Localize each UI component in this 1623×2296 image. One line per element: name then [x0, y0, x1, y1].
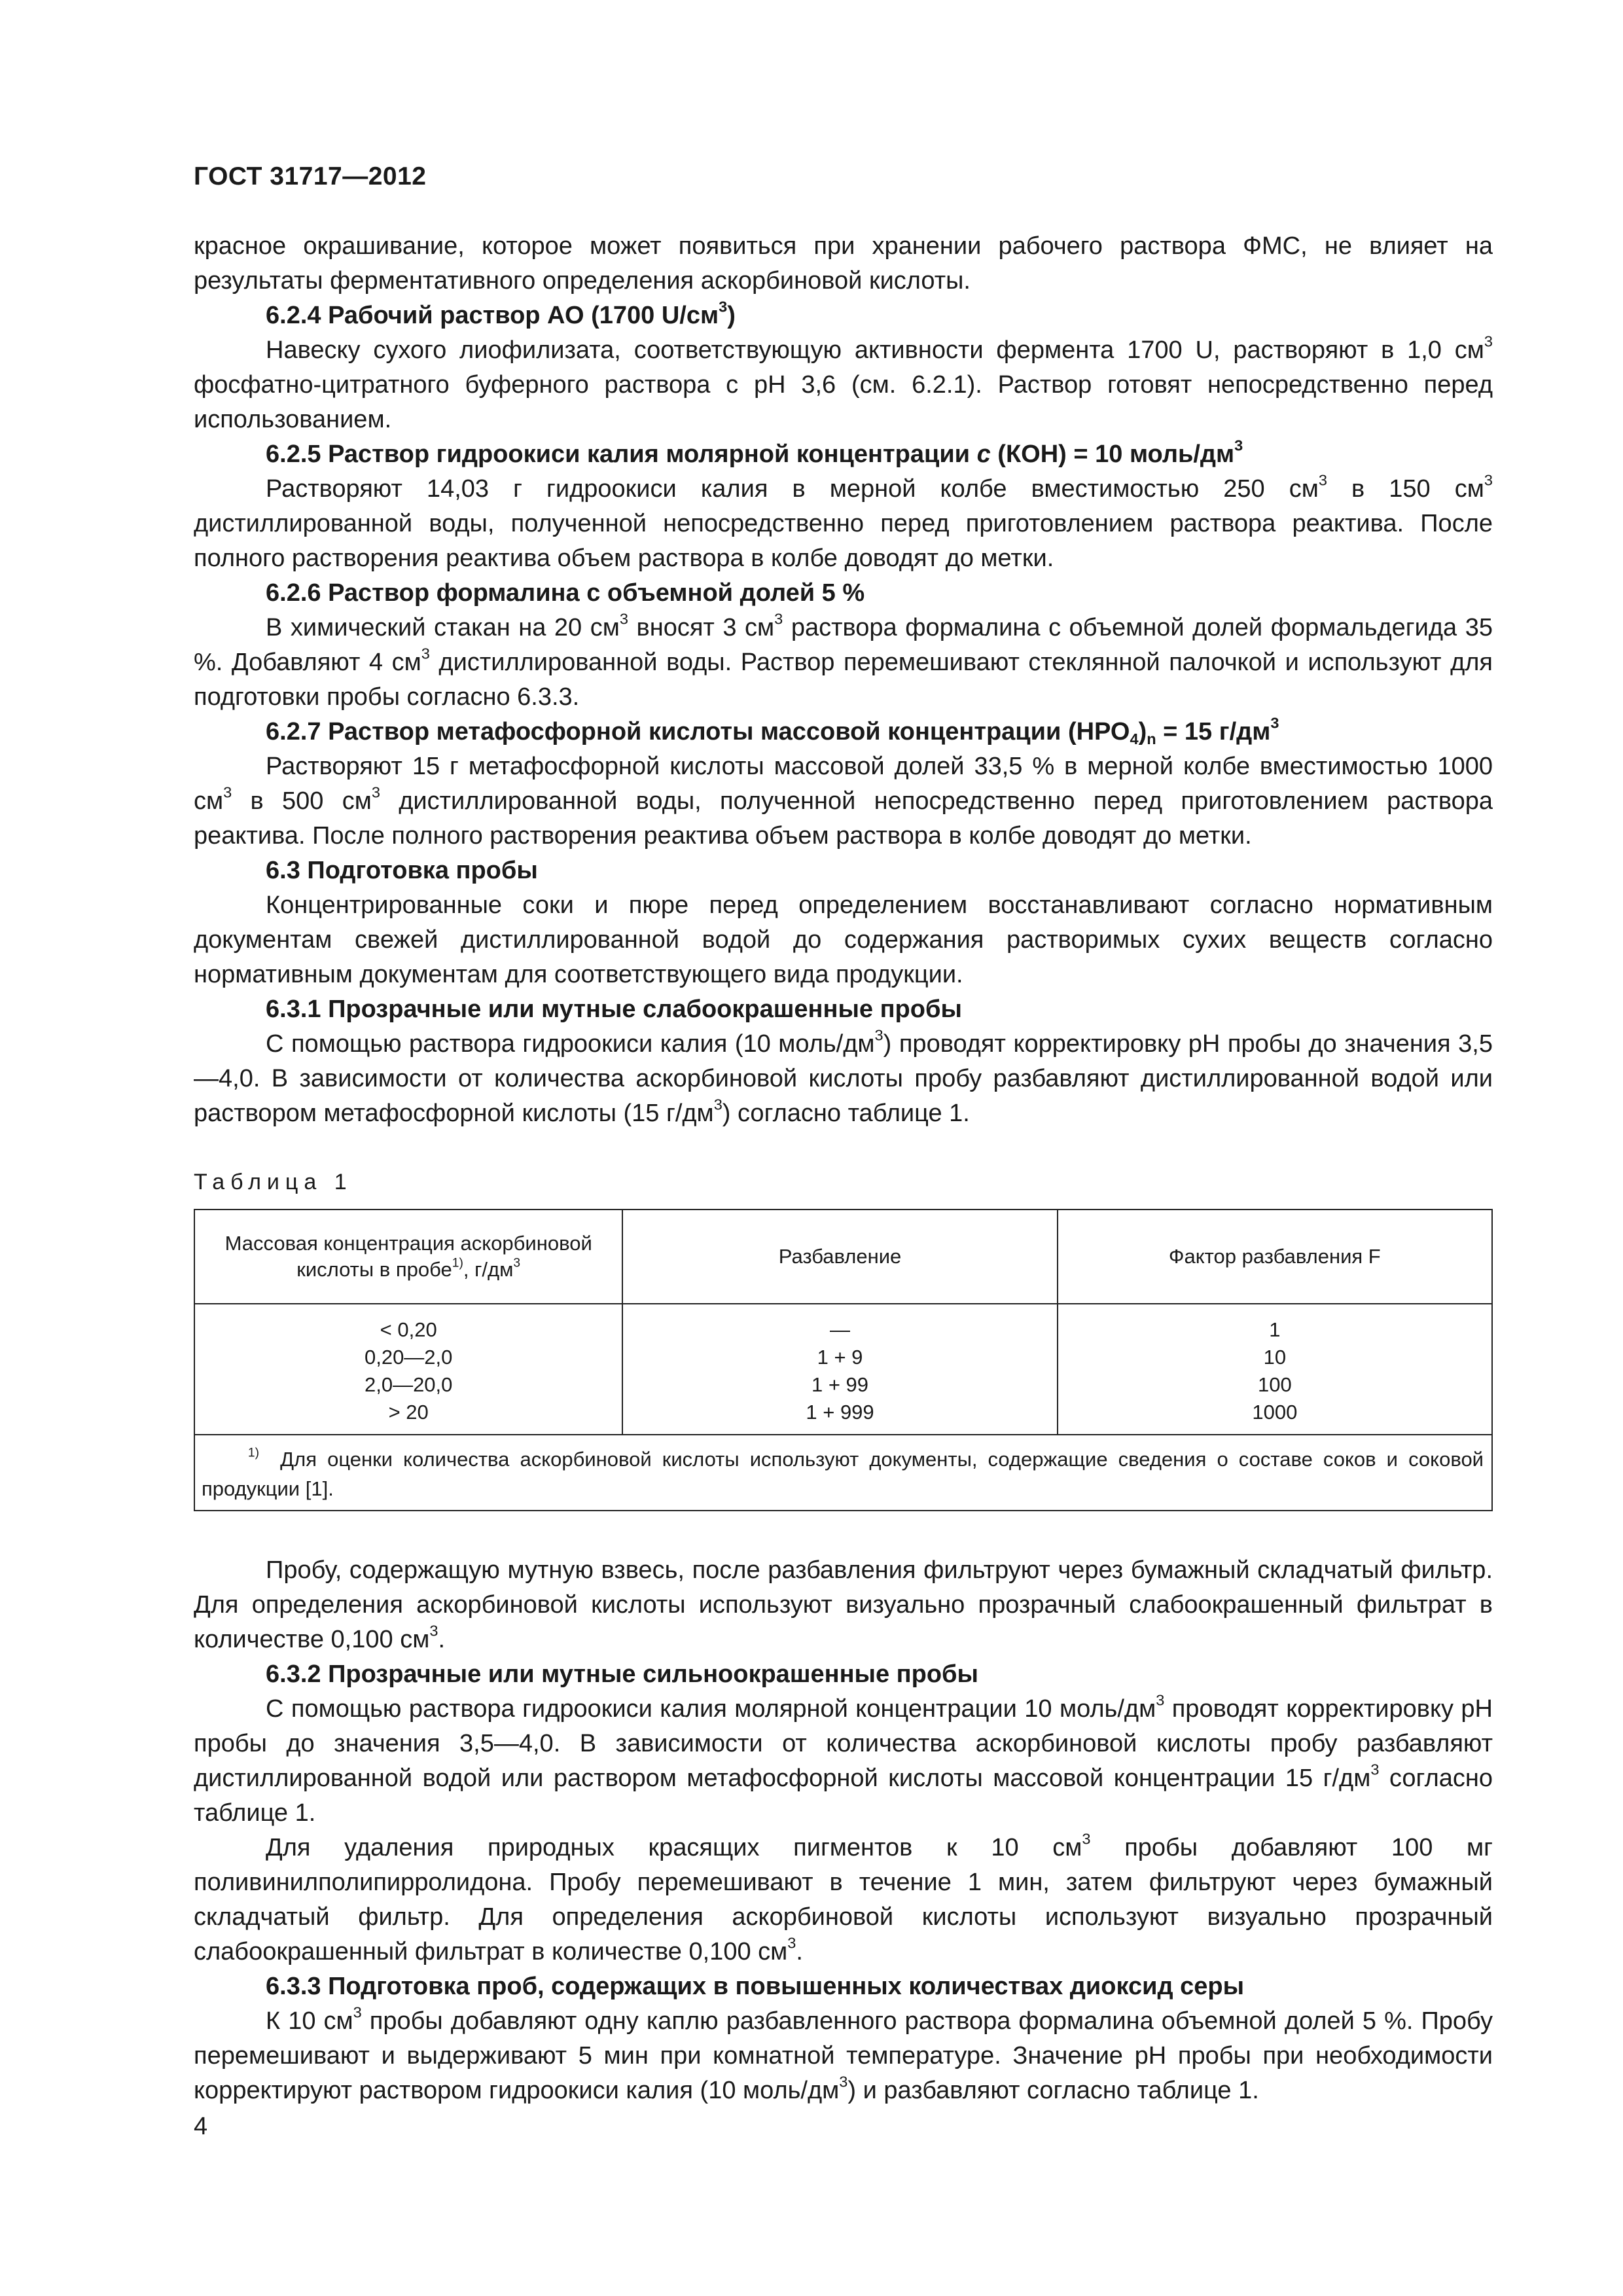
table-footnote: $^{1)}$ Для оценки количества аскорбиновой кислоты используют документы, содержащие сведения о составе соков и соковой продукции [1].: [194, 1435, 1492, 1511]
table-cell-factor: [1058, 1304, 1492, 1435]
table-value: 1000: [1252, 1401, 1298, 1424]
section-heading-6-3-1: 6.3.1 Прозрачные или мутные слабоокрашенные пробы: [266, 996, 962, 1023]
table-value: 2,0—20,0: [364, 1373, 453, 1396]
table-header-factor: Фактор разбавления F: [1058, 1210, 1492, 1304]
table-header-row: [194, 1210, 1492, 1304]
paragraph-6-3-2-b: Для удаления природных красящих пигментов к 10 $см^3$ пробы добавляют 100 мг поливинилполипирролидона. Пробу перемешивают в течение 1 мин, затем фильтруют через бумажный складчатый фильтр. Для определения аскорбиновой кислоты используют визуально прозрачный слабоокрашенный фильтрат в количестве 0,100 $см^3$.: [194, 1830, 1493, 1965]
paragraph-6-3-2-a: С помощью раствора гидроокиси калия молярной концентрации 10 моль/$дм^3$ проводят корректировку рН пробы до значения 3,5—4,0. В зависимости от количества аскорбиновой кислоты пробу разбавляют дистиллированной водой или раствором метафосфорной кислоты массовой концентрации 15 $г/дм^3$ согласно таблице 1.: [194, 1691, 1493, 1827]
table-value: 0,20—2,0: [364, 1346, 453, 1369]
paragraph-6-2-6: В химический стакан на 20 $см^3$ вносят 3 $см^3$ раствора формалина с объемной долей формальдегида 35 %. Добавляют 4 $см^3$ дистиллированной воды. Раствор перемешивают стеклянной палочкой и используют для подготовки пробы согласно 6.3.3.: [194, 610, 1493, 711]
section-heading-6-3-3: 6.3.3 Подготовка проб, содержащих в повышенных количествах диоксид серы: [266, 1973, 1245, 2000]
section-heading-6-2-7: 6.2.7 Раствор метафосфорной кислоты массовой концентрации $(НРО_4)_n = 15$ $г/дм^3$: [266, 714, 1279, 748]
dilution-table: [194, 1209, 1493, 1511]
table-row: [194, 1304, 1492, 1435]
section-heading-6-3: 6.3 Подготовка пробы: [266, 857, 538, 884]
table-value: 1 + 99: [811, 1373, 869, 1396]
table-header-dilution: Разбавление: [622, 1210, 1057, 1304]
table-cell-concentration: [194, 1304, 622, 1435]
table-cell-dilution: [622, 1304, 1057, 1435]
section-heading-6-2-4: 6.2.4 Рабочий раствор АО (1700 $U/см^3$): [266, 298, 736, 329]
paragraph-6-3: Концентрированные соки и пюре перед определением восстанавливают согласно нормативным документам свежей дистиллированной водой до содержания растворимых сухих веществ согласно нормативным документам для соответствующего вида продукции.: [194, 891, 1493, 988]
paragraph-6-3-1: С помощью раствора гидроокиси калия (10 моль/$дм^3$) проводят корректировку рН пробы до значения 3,5—4,0. В зависимости от количества аскорбиновой кислоты пробу разбавляют дистиллированной водой или раствором метафосфорной кислоты (15 $г/дм^3$) согласно таблице 1.: [194, 1026, 1493, 1127]
paragraph-6-3-3: К 10 $см^3$ пробы добавляют одну каплю разбавленного раствора формалина объемной долей 5 %. Пробу перемешивают и выдерживают 5 мин при комнатной температуре. Значение рН пробы при необходимости корректируют раствором гидроокиси калия (10 моль/$дм^3$) и разбавляют согласно таблице 1.: [194, 2003, 1493, 2104]
document-body: [194, 229, 1493, 2108]
table-value: > 20: [388, 1401, 429, 1424]
document-header: ГОСТ 31717—2012: [194, 162, 427, 190]
table-value: 1 + 9: [817, 1346, 863, 1369]
paragraph-6-2-7: Растворяют 15 г метафосфорной кислоты массовой долей 33,5 % в мерной колбе вместимостью 1000 $см^3$ в 500 $см^3$ дистиллированной воды, полученной непосредственно перед приготовлением раствора реактива. После полного растворения реактива объем раствора в колбе доводят до метки.: [194, 753, 1493, 850]
table-value: < 0,20: [380, 1318, 437, 1341]
table-value: 10: [1263, 1346, 1287, 1369]
paragraph-after-table: Пробу, содержащую мутную взвесь, после разбавления фильтруют через бумажный складчатый фильтр. Для определения аскорбиновой кислоты используют визуально прозрачный слабоокрашенный фильтрат в количестве 0,100 $см^3$.: [194, 1556, 1493, 1653]
table-value: 1: [1269, 1318, 1281, 1341]
paragraph-continued: красное окрашивание, которое может появиться при хранении рабочего раствора ФМС, не влияет на результаты ферментативного определения аскорбиновой кислоты.: [194, 232, 1493, 295]
paragraph-6-2-4: Навеску сухого лиофилизата, соответствующую активности фермента 1700 U, растворяют в 1,0 $см^3$ фосфатно-цитратного буферного раствора с рН 3,6 (см. 6.2.1). Раствор готовят непосредственно перед использованием.: [194, 332, 1493, 433]
table-caption: Таблица 1: [194, 1170, 353, 1194]
section-heading-6-2-5: 6.2.5 Раствор гидроокиси калия молярной концентрации с (КОН) = 10 моль/$дм^3$: [266, 437, 1243, 468]
paragraph-6-2-5: Растворяют 14,03 г гидроокиси калия в мерной колбе вместимостью 250 $см^3$ в 150 $см^3$ дистиллированной воды, полученной непосредственно перед приготовлением раствора реактива. После полного растворения реактива объем раствора в колбе доводят до метки.: [194, 471, 1493, 572]
table-value: —: [830, 1318, 851, 1341]
table-header-concentration: Массовая концентрация аскорбиновой кислоты в пробе$^{1)}$, $г/дм^3$: [194, 1210, 622, 1304]
section-heading-6-2-6: 6.2.6 Раствор формалина с объемной долей 5 %: [266, 579, 865, 607]
section-heading-6-3-2: 6.3.2 Прозрачные или мутные сильноокрашенные пробы: [266, 1660, 978, 1688]
table-value: 100: [1257, 1373, 1292, 1396]
page-number: 4: [194, 2113, 208, 2140]
table-value: 1 + 999: [806, 1401, 874, 1424]
table-footnote-row: [194, 1435, 1492, 1511]
